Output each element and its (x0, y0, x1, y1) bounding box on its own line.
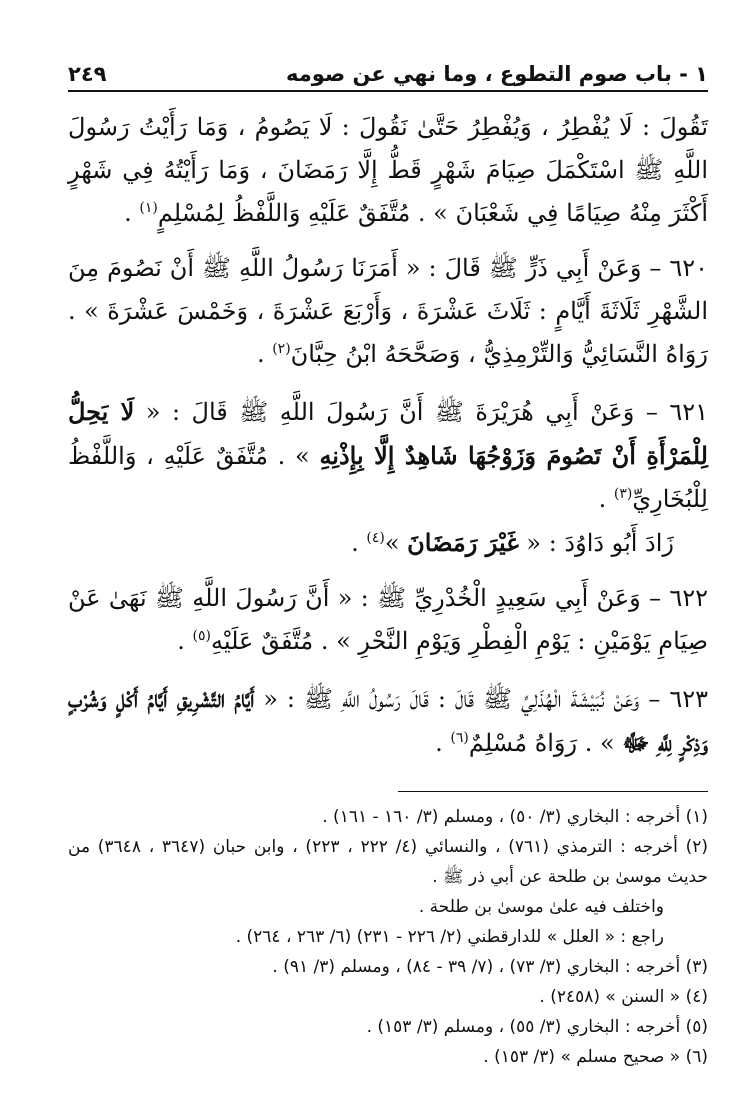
footnote-2: (٢) أخرجه : الترمذي (٧٦١) ، والنسائي (٤/ ٢٢٢ ، ٢٢٣) ، وابن حبان (٣٦٤٧ ، ٣٦٤٨) من حديث موسىٰ بن طلحة عن أبي ذر ﷺ . (68, 837, 709, 887)
hadith-623: ٦٢٣ – وَعَنْ نُبَيْشَةَ الْهُذَلِيِّ ﷺ قَالَ : قَالَ رَسُولُ اللَّهِ ﷺ : « أَيَّامُ التَّشْرِيقِ أَيَّامُ أَكْلٍ وَشُرْبٍ وَذِكْرٍ لِلَّهِ ﷻ » . رَوَاهُ مُسْلِمٌ$^{(٦)}$ . (68, 684, 708, 757)
chapter-title: ١ - باب صوم التطوع ، وما نهي عن صومه (285, 62, 708, 86)
hadith-620: ٦٢٠ – وَعَنْ أَبِي ذَرٍّ ﷺ قَالَ : « أَمَرَنَا رَسُولُ اللَّهِ ﷺ أَنْ نَصُومَ مِنَ الشَّهْرِ ثَلَاثَةَ أَيَّامٍ : ثَلَاثَ عَشْرَةَ ، وَأَرْبَعَ عَشْرَةَ ، وَخَمْسَ عَشْرَةَ » . رَوَاهُ النَّسَائِيُّ وَالتِّرْمِذِيُّ ، وَصَحَّحَهُ ابْنُ حِبَّانَ$^{(٢)}$ . (68, 254, 708, 368)
footnote-1: (١) أخرجه : البخاري (٣/ ٥٠) ، ومسلم (٣/ ١٦٠ - ١٦١) . (322, 807, 708, 827)
footnote-ref: (٦) (450, 730, 469, 746)
footnote-ref: (٢) (272, 341, 291, 357)
hadith-quote: لَا يَحِلُّ لِلْمَرْأَةِ أَنْ تَصُومَ وَزَوْجُهَا شَاهِدٌ إِلَّا بِإِذْنِهِ (68, 397, 708, 470)
footnote-ref: (٣) (613, 486, 633, 502)
paragraph-continuation: تَقُولَ : لَا يُفْطِرُ ، وَيُفْطِرُ حَتَّىٰ نَقُولَ : لَا يَصُومُ ، وَمَا رَأَيْتُ رَسُولَ اللَّهِ ﷺ اسْتَكْمَلَ صِيَامَ شَهْرٍ قَطُّ إِلَّا رَمَضَانَ ، وَمَا رَأَيْتُهُ فِي شَهْرٍ أَكْثَرَ مِنْهُ صِيَامًا فِي شَعْبَانَ » . مُتَّفَقٌ عَلَيْهِ وَاللَّفْظُ لِمُسْلِمٍ$^{(١)}$ . (68, 113, 709, 227)
main-text (68, 106, 708, 765)
footnote-6: (٦) « صحيح مسلم » (٣/ ١٥٣) . (483, 1047, 708, 1067)
footnote-ref: (٥) (192, 628, 211, 644)
footnote-ref: (٤) (366, 530, 385, 546)
footnotes (68, 802, 708, 1072)
footnote-ref: (١) (139, 200, 158, 216)
hadith-621: ٦٢١ – وَعَنْ أَبِي هُرَيْرَةَ ﷺ أَنَّ رَسُولَ اللَّهِ ﷺ قَالَ : « لَا يَحِلُّ لِلْمَرْأَةِ أَنْ تَصُومَ وَزَوْجُهَا شَاهِدٌ إِلَّا بِإِذْنِهِ » . مُتَّفَقٌ عَلَيْهِ ، وَاللَّفْظُ لِلْبُخَارِيِّ$^{(٣)}$ . (68, 397, 708, 513)
page-header (68, 52, 708, 92)
book-page (68, 52, 708, 1072)
footnote-3: (٣) أخرجه : البخاري (٣/ ٧٣) ، (٧/ ٣٩ - ٨٤) ، ومسلم (٣/ ٩١) . (272, 957, 708, 977)
addition-abu-dawud: زَادَ أَبُو دَاوُدَ : « غَيْرَ رَمَضَانَ »$^{(٤)}$ . (351, 528, 674, 557)
hadith-622: ٦٢٢ – وَعَنْ أَبِي سَعِيدٍ الْخُدْرِيِّ ﷺ : « أَنَّ رَسُولَ اللَّهِ ﷺ نَهَىٰ عَنْ صِيَامِ يَوْمَيْنِ : يَوْمِ الْفِطْرِ وَيَوْمِ النَّحْرِ » . مُتَّفَقٌ عَلَيْهِ$^{(٥)}$ . (68, 584, 708, 655)
hadith-quote: غَيْرَ رَمَضَانَ (407, 528, 519, 557)
page-number: ٢٤٩ (68, 62, 107, 86)
footnote-2-reference: راجع : « العلل » للدارقطني (٢/ ٢٢٦ - ٢٣١) (٦/ ٢٦٣ ، ٢٦٤) . (235, 927, 664, 947)
hadith-quote: أَيَّامُ التَّشْرِيقِ أَيَّامُ أَكْلٍ وَشُرْبٍ وَذِكْرٍ لِلَّهِ ﷻ (68, 684, 708, 757)
footnote-5: (٥) أخرجه : البخاري (٣/ ٥٥) ، ومسلم (٣/ ١٥٣) . (366, 1017, 708, 1037)
footnote-divider (398, 791, 708, 792)
footnote-2-comment: واختلف فيه علىٰ موسىٰ بن طلحة . (418, 897, 664, 917)
footnote-4: (٤) « السنن » (٢٤٥٨) . (539, 987, 708, 1007)
